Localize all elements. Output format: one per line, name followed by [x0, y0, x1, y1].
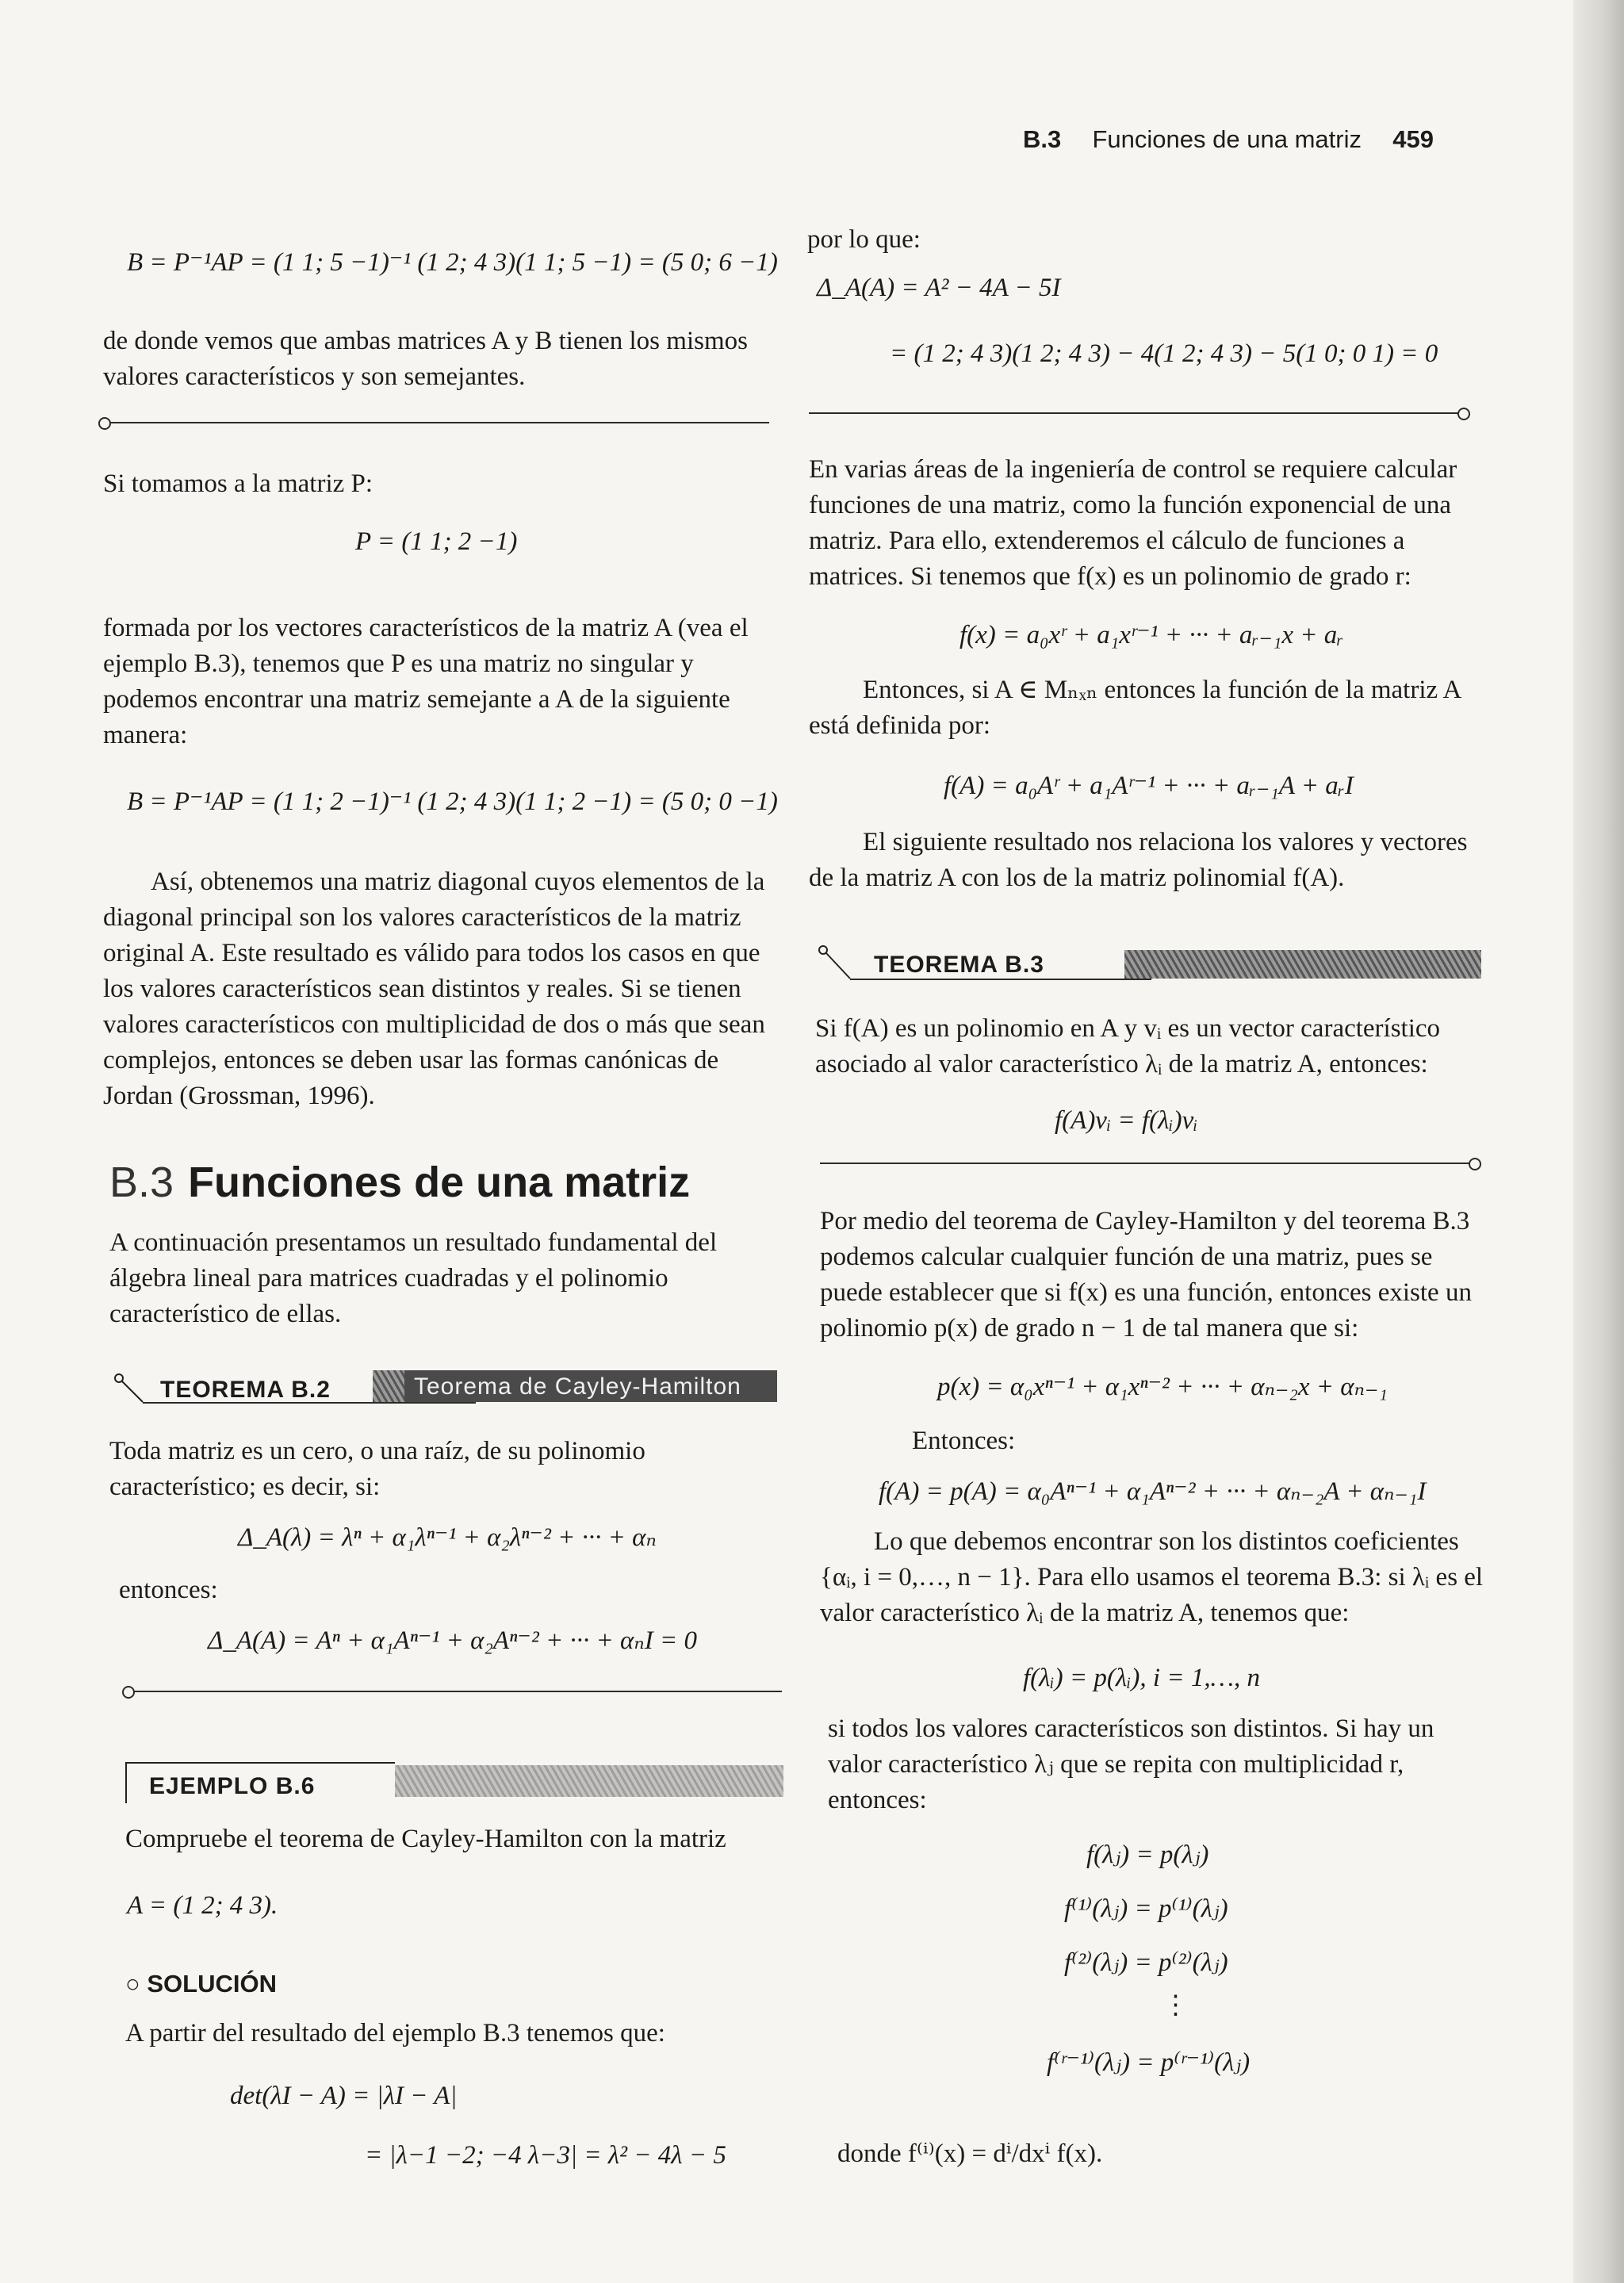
equation-f-a: f(A) = a₀Aʳ + a₁Aʳ⁻¹ + ··· + aᵣ₋₁A + aᵣI: [944, 772, 1354, 800]
paragraph: Toda matriz es un cero, o una raíz, de su polinomio característico; es decir, si:: [109, 1437, 645, 1501]
book-edge: [1573, 0, 1624, 2283]
paragraph: El siguiente resultado nos relaciona los valores y vectores de la matriz A con los de la matriz polinomial f(A).: [809, 828, 1468, 892]
solution-label: SOLUCIÓN: [147, 1970, 277, 1998]
divider: [128, 1691, 782, 1692]
header-title: Funciones de una matriz: [1092, 125, 1362, 153]
paragraph: A partir del resultado del ejemplo B.3 tenemos que:: [125, 2019, 665, 2047]
header-section: B.3: [1023, 125, 1062, 153]
section-heading: [109, 1158, 690, 1207]
theorem-b2-label: TEOREMA B.2: [160, 1377, 331, 1403]
paragraph: A continuación presentamos un resultado fundamental del álgebra lineal para matrices cuadradas y el polinomio característico de ellas.: [109, 1228, 718, 1328]
paragraph: formada por los vectores característicos de la matriz A (vea el ejemplo B.3), tenemos que P es una matriz no singular y podemos encontrar una matriz semejante a A de la siguiente manera:: [103, 614, 749, 749]
paragraph: Así, obtenemos una matriz diagonal cuyos elementos de la diagonal principal son los valores característicos de la matriz original A. Este resultado es válido para todos los casos en que los valores característicos sean distintos y reales. Si se tienen valores característicos con multiplicidad de dos o más que sean complejos, entonces se deben usar las formas canónicas de Jordan (Grossman, 1996).: [103, 868, 765, 1110]
equation-f-lambda: f(λᵢ) = p(λᵢ), i = 1,…, n: [1023, 1664, 1260, 1692]
paragraph: Si tomamos a la matriz P:: [103, 469, 373, 498]
equation-vdots: ⋮: [1162, 1991, 1189, 2020]
equation-delta-1: Δ_A(A) = A² − 4A − 5I: [817, 274, 1061, 302]
theorem-b2-bar: [111, 1370, 777, 1408]
paragraph: donde f⁽ⁱ⁾(x) = dⁱ/dxⁱ f(x).: [837, 2139, 1103, 2168]
divider-dot: [98, 417, 111, 430]
running-header: [1023, 125, 1434, 154]
example-b6-bar: [125, 1760, 783, 1803]
divider-dot: [1469, 1158, 1481, 1170]
equation-det-2: = |λ−1 −2; −4 λ−3| = λ² − 4λ − 5: [365, 2141, 726, 2170]
equation-matrix-a: A = (1 2; 4 3).: [127, 1891, 278, 1920]
paragraph: Por medio del teorema de Cayley-Hamilton y del teorema B.3 podemos calcular cualquier función de una matriz, pues se puede establecer que si f(x) es una función, entonces existe un polinomio p(x) de grado n − 1 de tal manera que si:: [820, 1207, 1472, 1343]
paragraph: Compruebe el teorema de Cayley-Hamilton con la matriz: [125, 1825, 726, 1853]
equation-characteristic: Δ_A(λ) = λⁿ + α₁λⁿ⁻¹ + α₂λⁿ⁻² + ··· + αₙ: [238, 1523, 657, 1552]
divider: [809, 412, 1464, 414]
theorem-b3-label: TEOREMA B.3: [874, 952, 1044, 978]
section-title: Funciones de una matriz: [188, 1159, 691, 1206]
equation-f-x: f(x) = a₀xʳ + a₁xʳ⁻¹ + ··· + aᵣ₋₁x + aᵣ: [959, 621, 1344, 649]
equation-theorem-b3: f(A)vᵢ = f(λᵢ)vᵢ: [1055, 1106, 1198, 1135]
paragraph: de donde vemos que ambas matrices A y B tienen los mismos valores característicos y son semejantes.: [103, 327, 748, 391]
paragraph: Si f(A) es un polinomio en A y vᵢ es un vector característico asociado al valor característico λᵢ de la matriz A, entonces:: [815, 1014, 1441, 1078]
paragraph: si todos los valores característicos son distintos. Si hay un valor característico λⱼ que se repita con multiplicidad r, entonces:: [828, 1714, 1434, 1814]
paragraph: Entonces, si A ∈ Mₙₓₙ entonces la función de la matriz A está definida por:: [809, 676, 1461, 740]
equation-b-similar-1: B = P⁻¹AP = (1 1; 5 −1)⁻¹ (1 2; 4 3)(1 1; 5 −1) = (5 0; 6 −1): [127, 248, 778, 277]
equation-b-similar-2: B = P⁻¹AP = (1 1; 2 −1)⁻¹ (1 2; 4 3)(1 1; 2 −1) = (5 0; 0 −1): [127, 787, 778, 816]
circle-icon: ○: [125, 1970, 140, 1998]
paragraph: Lo que debemos encontrar son los distintos coeficientes {αᵢ, i = 0,…, n − 1}. Para ello usamos el teorema B.3: si λᵢ es el valor característico λᵢ de la matriz A, tenemos que:: [820, 1527, 1484, 1627]
equation-p: P = (1 1; 2 −1): [355, 527, 518, 556]
page-number: 459: [1392, 125, 1434, 153]
paragraph: por lo que:: [807, 225, 921, 254]
paragraph: En varias áreas de la ingeniería de control se requiere calcular funciones de una matriz, como la función exponencial de una matriz. Para ello, extenderemos el cálculo de funciones a matrices. Si tenemos que f(x) es un polinomio de grado r:: [809, 455, 1457, 591]
equation-delta-2: = (1 2; 4 3)(1 2; 4 3) − 4(1 2; 4 3) − 5(1 0; 0 1) = 0: [890, 339, 1438, 368]
section-number: B.3: [109, 1159, 174, 1206]
paragraph: entonces:: [119, 1576, 218, 1604]
theorem-b2-name: Teorema de Cayley-Hamilton: [414, 1373, 741, 1400]
equation-cayley-hamilton: Δ_A(A) = Aⁿ + α₁Aⁿ⁻¹ + α₂Aⁿ⁻² + ··· + αₙI = 0: [208, 1626, 697, 1655]
divider-dot: [1457, 408, 1470, 420]
divider: [820, 1163, 1475, 1164]
solution-heading: [125, 1970, 277, 1998]
equation-deriv-0: f(λⱼ) = p(λⱼ): [1086, 1841, 1209, 1869]
equation-deriv-1: f⁽¹⁾(λⱼ) = p⁽¹⁾(λⱼ): [1064, 1894, 1228, 1923]
paragraph: Entonces:: [912, 1427, 1016, 1455]
example-b6-label: EJEMPLO B.6: [149, 1773, 316, 1799]
equation-deriv-2: f⁽²⁾(λⱼ) = p⁽²⁾(λⱼ): [1064, 1948, 1228, 1977]
equation-deriv-r: f⁽ʳ⁻¹⁾(λⱼ) = p⁽ʳ⁻¹⁾(λⱼ): [1047, 2048, 1251, 2077]
equation-p-x: p(x) = α₀xⁿ⁻¹ + α₁xⁿ⁻² + ··· + αₙ₋₂x + αₙ₋₁: [937, 1373, 1388, 1401]
equation-det-1: det(λI − A) = |λI − A|: [230, 2082, 458, 2110]
equation-f-p-a: f(A) = p(A) = α₀Aⁿ⁻¹ + α₁Aⁿ⁻² + ··· + αₙ₋₂A + αₙ₋₁I: [879, 1477, 1427, 1506]
divider: [105, 422, 769, 423]
divider-dot: [122, 1686, 135, 1699]
theorem-b3-bar: [815, 942, 1481, 985]
